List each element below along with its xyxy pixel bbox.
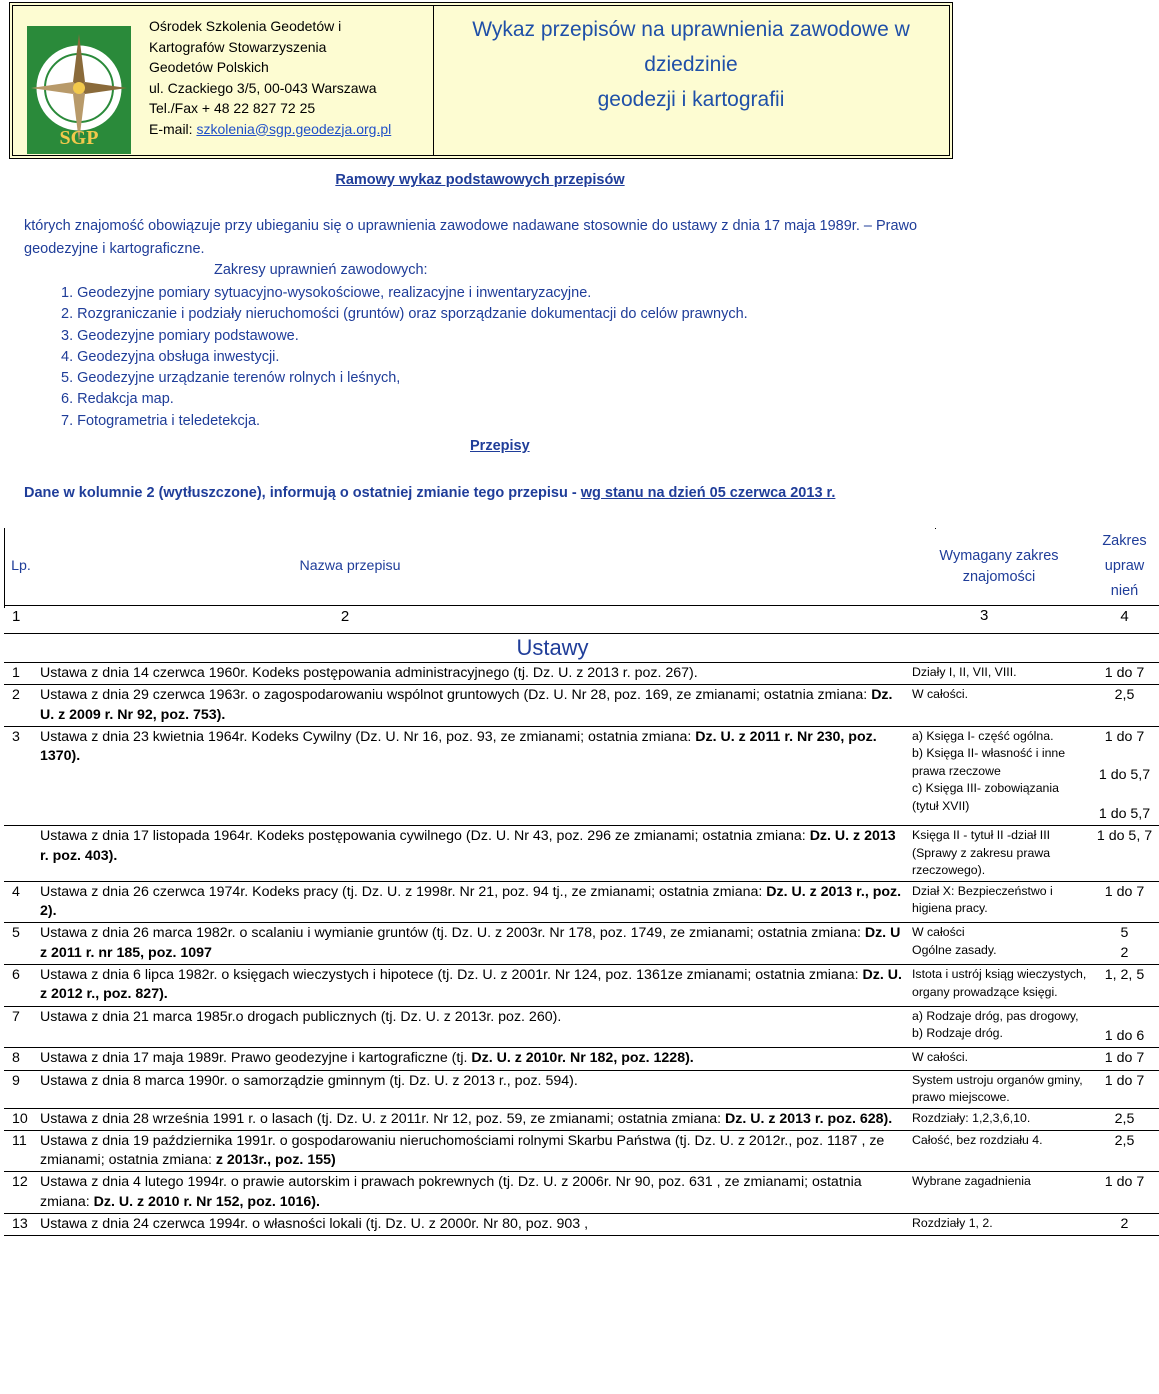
cell-nazwa	[38, 881, 910, 923]
cell-uprawnienia: 1 do 6	[1090, 1006, 1159, 1048]
col-header-nazwa: Nazwa przepisu	[38, 528, 910, 606]
table-row	[4, 826, 1159, 882]
cell-lp: 2	[4, 685, 38, 727]
last-amendment: Dz. U z 2011 r. nr 185, poz. 1097	[40, 925, 901, 961]
cell-lp: 12	[4, 1172, 38, 1214]
przepisy-heading: Przepisy	[470, 438, 530, 454]
table-row	[4, 1006, 1159, 1048]
regulation-name: Ustawa z dnia 19 października 1991r. o gospodarowaniu nieruchomościami rolnymi Skarbu Państwa (tj. Dz. U. z 2012r., poz. 1187 , ze zmianami; ostatnia zmiana:	[40, 1132, 885, 1169]
table-row	[4, 685, 1159, 727]
zakresy-title: Zakresy uprawnień zawodowych:	[214, 262, 428, 278]
cell-zakres: System ustroju organów gminy, prawo miejscowe.	[910, 1070, 1090, 1108]
cell-zakres: Dział X: Bezpieczeństwo i higiena pracy.	[910, 881, 1090, 923]
col-header-lp: Lp.	[4, 528, 38, 606]
list-item: 7. Fotogrametria i teledetekcja.	[61, 412, 261, 429]
cell-uprawnienia: 1 do 7	[1090, 1048, 1159, 1070]
cell-nazwa	[38, 1006, 910, 1048]
cell-zakres: a) Rodzaje dróg, pas drogowy, b) Rodzaje dróg.	[910, 1006, 1090, 1048]
zakresy-list	[61, 283, 748, 432]
cell-lp	[4, 826, 38, 882]
cell-nazwa	[38, 685, 910, 727]
cell-nazwa	[38, 1048, 910, 1070]
table-row	[4, 881, 1159, 923]
last-amendment: Dz. U. z 2009 r. Nr 92, poz. 753).	[40, 687, 893, 723]
regulation-name: Ustawa z dnia 24 czerwca 1994r. o własności lokali (tj. Dz. U. z 2000r. Nr 80, poz. 903 ,	[40, 1216, 589, 1233]
cell-nazwa	[38, 1108, 910, 1130]
cell-lp: 8	[4, 1048, 38, 1070]
header-box	[9, 2, 953, 159]
cell-lp: 3	[4, 726, 38, 825]
intro-text: których znajomość obowiązuje przy ubieganiu się o uprawnienia zawodowe nadawane stosownie do ustawy z dnia 17 maja 1989r. – Prawo geodezyjne i kartograficzne.	[24, 218, 918, 257]
last-amendment: Dz. U. z 2012 r., poz. 827).	[40, 967, 902, 1003]
cell-lp: 4	[4, 881, 38, 923]
table-row	[4, 726, 1159, 825]
cell-zakres: Rozdziały: 1,2,3,6,10.	[910, 1108, 1090, 1130]
cell-uprawnienia: 1 do 7 1 do 5,7 1 do 5,7	[1090, 726, 1159, 825]
cell-nazwa	[38, 923, 910, 965]
cell-nazwa	[38, 1172, 910, 1214]
cell-zakres: Rozdziały 1, 2.	[910, 1214, 1090, 1236]
cell-lp: 10	[4, 1108, 38, 1130]
cell-zakres: W całości Ogólne zasady.	[910, 923, 1090, 965]
list-item: 5. Geodezyjne urządzanie terenów rolnych i leśnych,	[61, 370, 401, 387]
regulation-name: Ustawa z dnia 17 listopada 1964r. Kodeks postępowania cywilnego (Dz. U. Nr 43, poz. 296 ze zmianami; ostatnia zmiana:	[40, 828, 810, 845]
cell-uprawnienia: 2,5	[1090, 1130, 1159, 1172]
cell-zakres: W całości.	[910, 685, 1090, 727]
table-row	[4, 923, 1159, 965]
table-row	[4, 1214, 1159, 1236]
cell-nazwa	[38, 726, 910, 825]
cell-zakres: a) Księga I- część ogólna. b) Księga II- własność i inne prawa rzeczowe c) Księga III- zobowiązania (tytuł XVII)	[910, 726, 1090, 825]
regulation-name: Ustawa z dnia 29 czerwca 1963r. o zagospodarowaniu wspólnot gruntowych (Dz. U. Nr 28, poz. 169, ze zmianami; ostatnia zmiana:	[40, 687, 872, 704]
cell-uprawnienia: 1 do 7	[1090, 1070, 1159, 1108]
table-row	[4, 663, 1159, 685]
table-border-left	[4, 528, 5, 608]
document-title: Wykaz przepisów na uprawnienia zawodowe w dziedzinie geodezji i kartografii	[472, 18, 910, 111]
list-item: 4. Geodezyjna obsługa inwestycji.	[61, 348, 280, 365]
email-line: E-mail: szkolenia@sgp.geodezja.org.pl	[149, 120, 392, 137]
cell-nazwa	[38, 965, 910, 1007]
col-header-uprawnienia: Zakres upraw nień	[1090, 528, 1159, 606]
cell-lp: 9	[4, 1070, 38, 1108]
cell-zakres: Całość, bez rozdziału 4.	[910, 1130, 1090, 1172]
cell-uprawnienia: 1, 2, 5	[1090, 965, 1159, 1007]
list-item: 6. Redakcja map.	[61, 391, 174, 408]
list-item: 1. Geodezyjne pomiary sytuacyjno-wysokościowe, realizacyjne i inwentaryzacyjne.	[61, 285, 592, 301]
group-row-ustawy: Ustawy	[4, 634, 1159, 663]
cell-uprawnienia: 5 2	[1090, 923, 1159, 965]
organization-info: Ośrodek Szkolenia Geodetów i Kartografów Stowarzyszenia Geodetów Polskich ul. Czackiego 3/5, 00-043 Warszawa Tel./Fax + 48 22 827 72 25 E-mail: szkolenia@sgp.geodezja.org.pl	[149, 16, 429, 139]
cell-uprawnienia: 2	[1090, 1214, 1159, 1236]
cell-zakres: Wybrane zagadnienia	[910, 1172, 1090, 1214]
regulation-name: Ustawa z dnia 8 marca 1990r. o samorządzie gminnym (tj. Dz. U. z 2013 r., poz. 594).	[40, 1072, 578, 1089]
list-item: 2. Rozgraniczanie i podziały nieruchomości (gruntów) oraz sporządzanie dokumentacji do celów prawnych.	[61, 306, 748, 323]
regulation-name: Ustawa z dnia 6 lipca 1982r. o księgach wieczystych i hipotece (tj. Dz. U. z 2001r. Nr 124, poz. 1361ze zmianami; ostatnia zmiana:	[40, 967, 863, 984]
regulation-name: Ustawa z dnia 26 czerwca 1974r. Kodeks pracy (tj. Dz. U. z 1998r. Nr 21, poz. 94 tj., ze zmianami; ostatnia zmiana:	[40, 883, 767, 900]
cell-lp: 6	[4, 965, 38, 1007]
cell-uprawnienia: 1 do 5, 7	[1090, 826, 1159, 882]
last-amendment: Dz. U. z 2010 r. Nr 152, poz. 1016).	[93, 1193, 320, 1210]
table-row	[4, 1130, 1159, 1172]
col-header-zakres: Wymagany zakres znajomości	[910, 528, 1090, 606]
table-row	[4, 1070, 1159, 1108]
regulation-name: Ustawa z dnia 14 czerwca 1960r. Kodeks postępowania administracyjnego (tj. Dz. U. z 2013 r. poz. 267).	[40, 665, 698, 681]
sgp-logo-icon	[27, 26, 131, 154]
regulation-name: Ustawa z dnia 26 marca 1982r. o scalaniu i wymianie gruntów (tj. Dz. U. z 2003r. Nr 178, poz. 1749, ze zmianami; ostatnia zmiana:	[40, 925, 865, 942]
cell-nazwa	[38, 663, 910, 685]
cell-uprawnienia: 1 do 7	[1090, 1172, 1159, 1214]
regulation-name: Ustawa z dnia 28 września 1991 r. o lasach (tj. Dz. U. z 2011r. Nr 12, poz. 59, ze zmianami; ostatnia zmiana:	[40, 1110, 725, 1127]
table-row	[4, 1048, 1159, 1070]
regulation-name: Ustawa z dnia 17 maja 1989r. Prawo geodezyjne i kartograficzne (tj.	[40, 1050, 472, 1067]
cell-zakres: W całości.	[910, 1048, 1090, 1070]
cell-lp: 7	[4, 1006, 38, 1048]
email-link[interactable]: szkolenia@sgp.geodezja.org.pl	[196, 120, 392, 137]
cell-uprawnienia: 2,5	[1090, 1108, 1159, 1130]
last-amendment: Dz. U. z 2013 r. poz. 403).	[40, 828, 896, 864]
table-row	[4, 965, 1159, 1007]
column-numbers-row: 1 2 3 4	[4, 606, 1159, 634]
regulation-name: Ustawa z dnia 4 lutego 1994r. o prawie autorskim i prawach pokrewnych (tj. Dz. U. z 2006r. Nr 90, poz. 631 , ze zmianami; ostatnia zmiana:	[40, 1174, 862, 1210]
last-amendment: Dz. U. z 2013 r., poz. 2).	[40, 883, 902, 920]
cell-zakres: Działy I, II, VII, VIII.	[910, 663, 1090, 685]
cell-nazwa	[38, 1214, 910, 1236]
last-amendment: Dz. U. z 2010r. Nr 182, poz. 1228).	[471, 1050, 694, 1067]
cell-lp: 13	[4, 1214, 38, 1236]
cell-lp: 1	[4, 663, 38, 685]
last-amendment: z 2013r., poz. 155)	[215, 1152, 336, 1169]
regulation-name: Ustawa z dnia 21 marca 1985r.o drogach publicznych (tj. Dz. U. z 2013r. poz. 260).	[40, 1008, 562, 1025]
header-org-panel	[13, 6, 434, 155]
cell-zakres: Księga II - tytuł II -dział III (Sprawy z zakresu prawa rzeczowego).	[910, 826, 1090, 882]
cell-lp: 5	[4, 923, 38, 965]
cell-zakres: Istota i ustrój ksiąg wieczystych, organy prowadzące księgi.	[910, 965, 1090, 1007]
note-text: Dane w kolumnie 2 (wytłuszczone), informują o ostatniej zmianie tego przepisu - wg stanu na dzień 05 czerwca 2013 r.	[24, 485, 836, 501]
last-amendment: Dz. U. z 2013 r. poz. 628).	[725, 1110, 893, 1127]
table-border-right	[935, 528, 936, 529]
cell-lp: 11	[4, 1130, 38, 1172]
cell-nazwa	[38, 1130, 910, 1172]
table-header-row	[4, 528, 1159, 606]
cell-uprawnienia: 1 do 7	[1090, 663, 1159, 685]
table-row	[4, 1108, 1159, 1130]
last-amendment: Dz. U. z 2011 r. Nr 230, poz. 1370).	[40, 728, 877, 765]
svg-text:SGP: SGP	[59, 127, 99, 149]
cell-nazwa	[38, 1070, 910, 1108]
cell-uprawnienia: 1 do 7	[1090, 881, 1159, 923]
cell-nazwa	[38, 826, 910, 882]
table-row	[4, 1172, 1159, 1214]
list-item: 3. Geodezyjne pomiary podstawowe.	[61, 327, 299, 344]
section-title: Ramowy wykaz podstawowych przepisów	[335, 172, 625, 188]
regulation-name: Ustawa z dnia 23 kwietnia 1964r. Kodeks Cywilny (Dz. U. Nr 16, poz. 93, ze zmianami; ostatnia zmiana:	[40, 728, 696, 745]
table-body	[4, 663, 1159, 1236]
cell-uprawnienia: 2,5	[1090, 685, 1159, 727]
regulations-table	[4, 528, 1159, 1236]
